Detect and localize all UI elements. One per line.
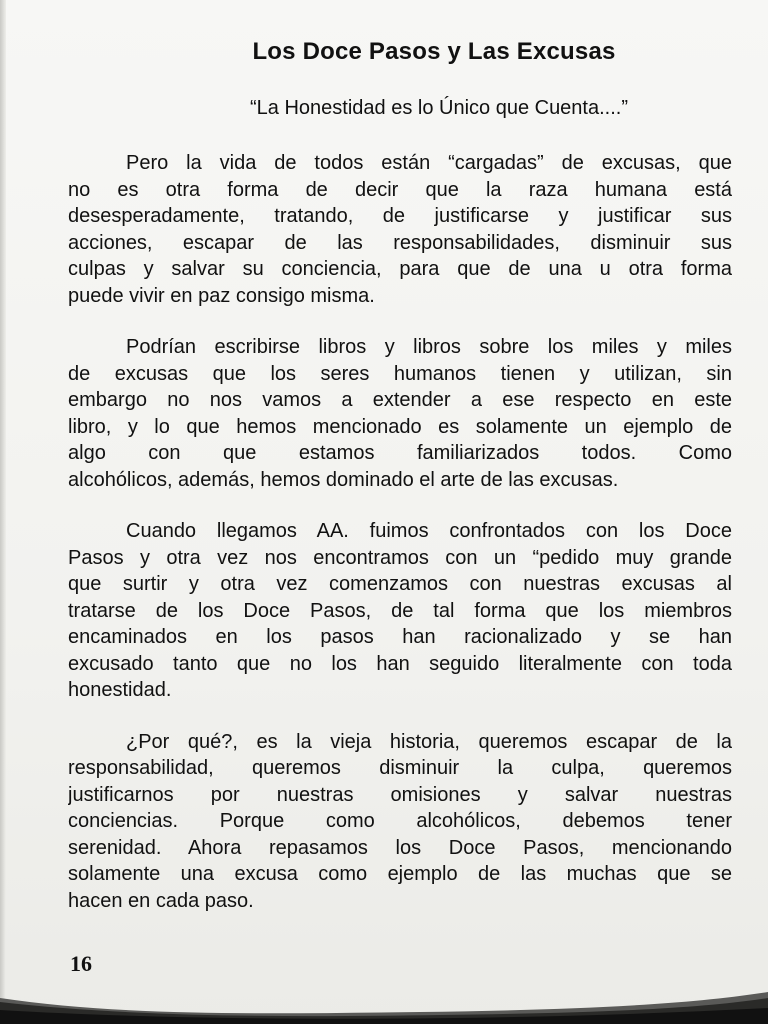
page-subtitle: “La Honestidad es lo Único que Cuenta....” — [250, 97, 628, 119]
paragraph-2 — [68, 334, 732, 493]
text-line: serenidad. Ahora repasamos los Doce Pasos, mencionando — [68, 836, 732, 859]
text-line: ¿Por qué?, es la vieja historia, queremos escapar de la — [126, 730, 732, 753]
page-number: 16 — [70, 951, 92, 976]
text-line: puede vivir en paz consigo misma. — [68, 284, 375, 307]
text-line: solamente una excusa como ejemplo de las muchas que se — [68, 863, 732, 885]
text-line: tratarse de los Doce Pasos, de tal forma que los miembros — [68, 599, 732, 622]
text-line: Pasos y otra vez nos encontramos con un “pedido muy grande — [68, 546, 732, 569]
text-line: de excusas que los seres humanos tienen y utilizan, sin — [68, 362, 732, 385]
text-line: responsabilidad, queremos disminuir la culpa, queremos — [68, 757, 732, 779]
text-line: Pero la vida de todos están “cargadas” de excusas, que — [126, 152, 732, 174]
text-line: acciones, escapar de las responsabilidades, disminuir sus — [68, 231, 732, 254]
paragraph-4 — [68, 729, 732, 915]
page-curl-shadow — [0, 984, 768, 1024]
paragraph-1 — [68, 150, 732, 309]
text-line: Podrían escribirse libros y libros sobre los miles y miles — [126, 336, 732, 358]
text-line: libro, y lo que hemos mencionado es solamente un ejemplo de — [68, 415, 732, 438]
text-line: desesperadamente, tratando, de justificarse y justificar sus — [68, 205, 732, 227]
text-line: culpas y salvar su conciencia, para que de una u otra forma — [68, 258, 732, 280]
text-line: justificarnos por nuestras omisiones y salvar nuestras — [68, 783, 732, 806]
text-line: hacen en cada paso. — [68, 889, 254, 912]
body-text — [68, 150, 732, 939]
text-line: encaminados en los pasos han racionalizado y se han — [68, 626, 732, 648]
text-line: excusado tanto que no los han seguido literalmente con toda — [68, 652, 732, 675]
text-line: Cuando llegamos AA. fuimos confrontados con los Doce — [126, 520, 732, 542]
text-line: no es otra forma de decir que la raza humana está — [68, 178, 732, 201]
text-line: embargo no nos vamos a extender a ese respecto en este — [68, 389, 732, 411]
text-line: honestidad. — [68, 679, 172, 701]
text-line: conciencias. Porque como alcohólicos, debemos tener — [68, 810, 732, 832]
paragraph-3 — [68, 518, 732, 704]
page-title: Los Doce Pasos y Las Excusas — [252, 38, 616, 65]
text-line: que surtir y otra vez comenzamos con nuestras excusas al — [68, 573, 732, 595]
text-line: alcohólicos, además, hemos dominado el arte de las excusas. — [68, 468, 619, 491]
text-line: algo con que estamos familiarizados todos. Como — [68, 442, 732, 464]
page-binding-edge — [0, 0, 6, 1024]
